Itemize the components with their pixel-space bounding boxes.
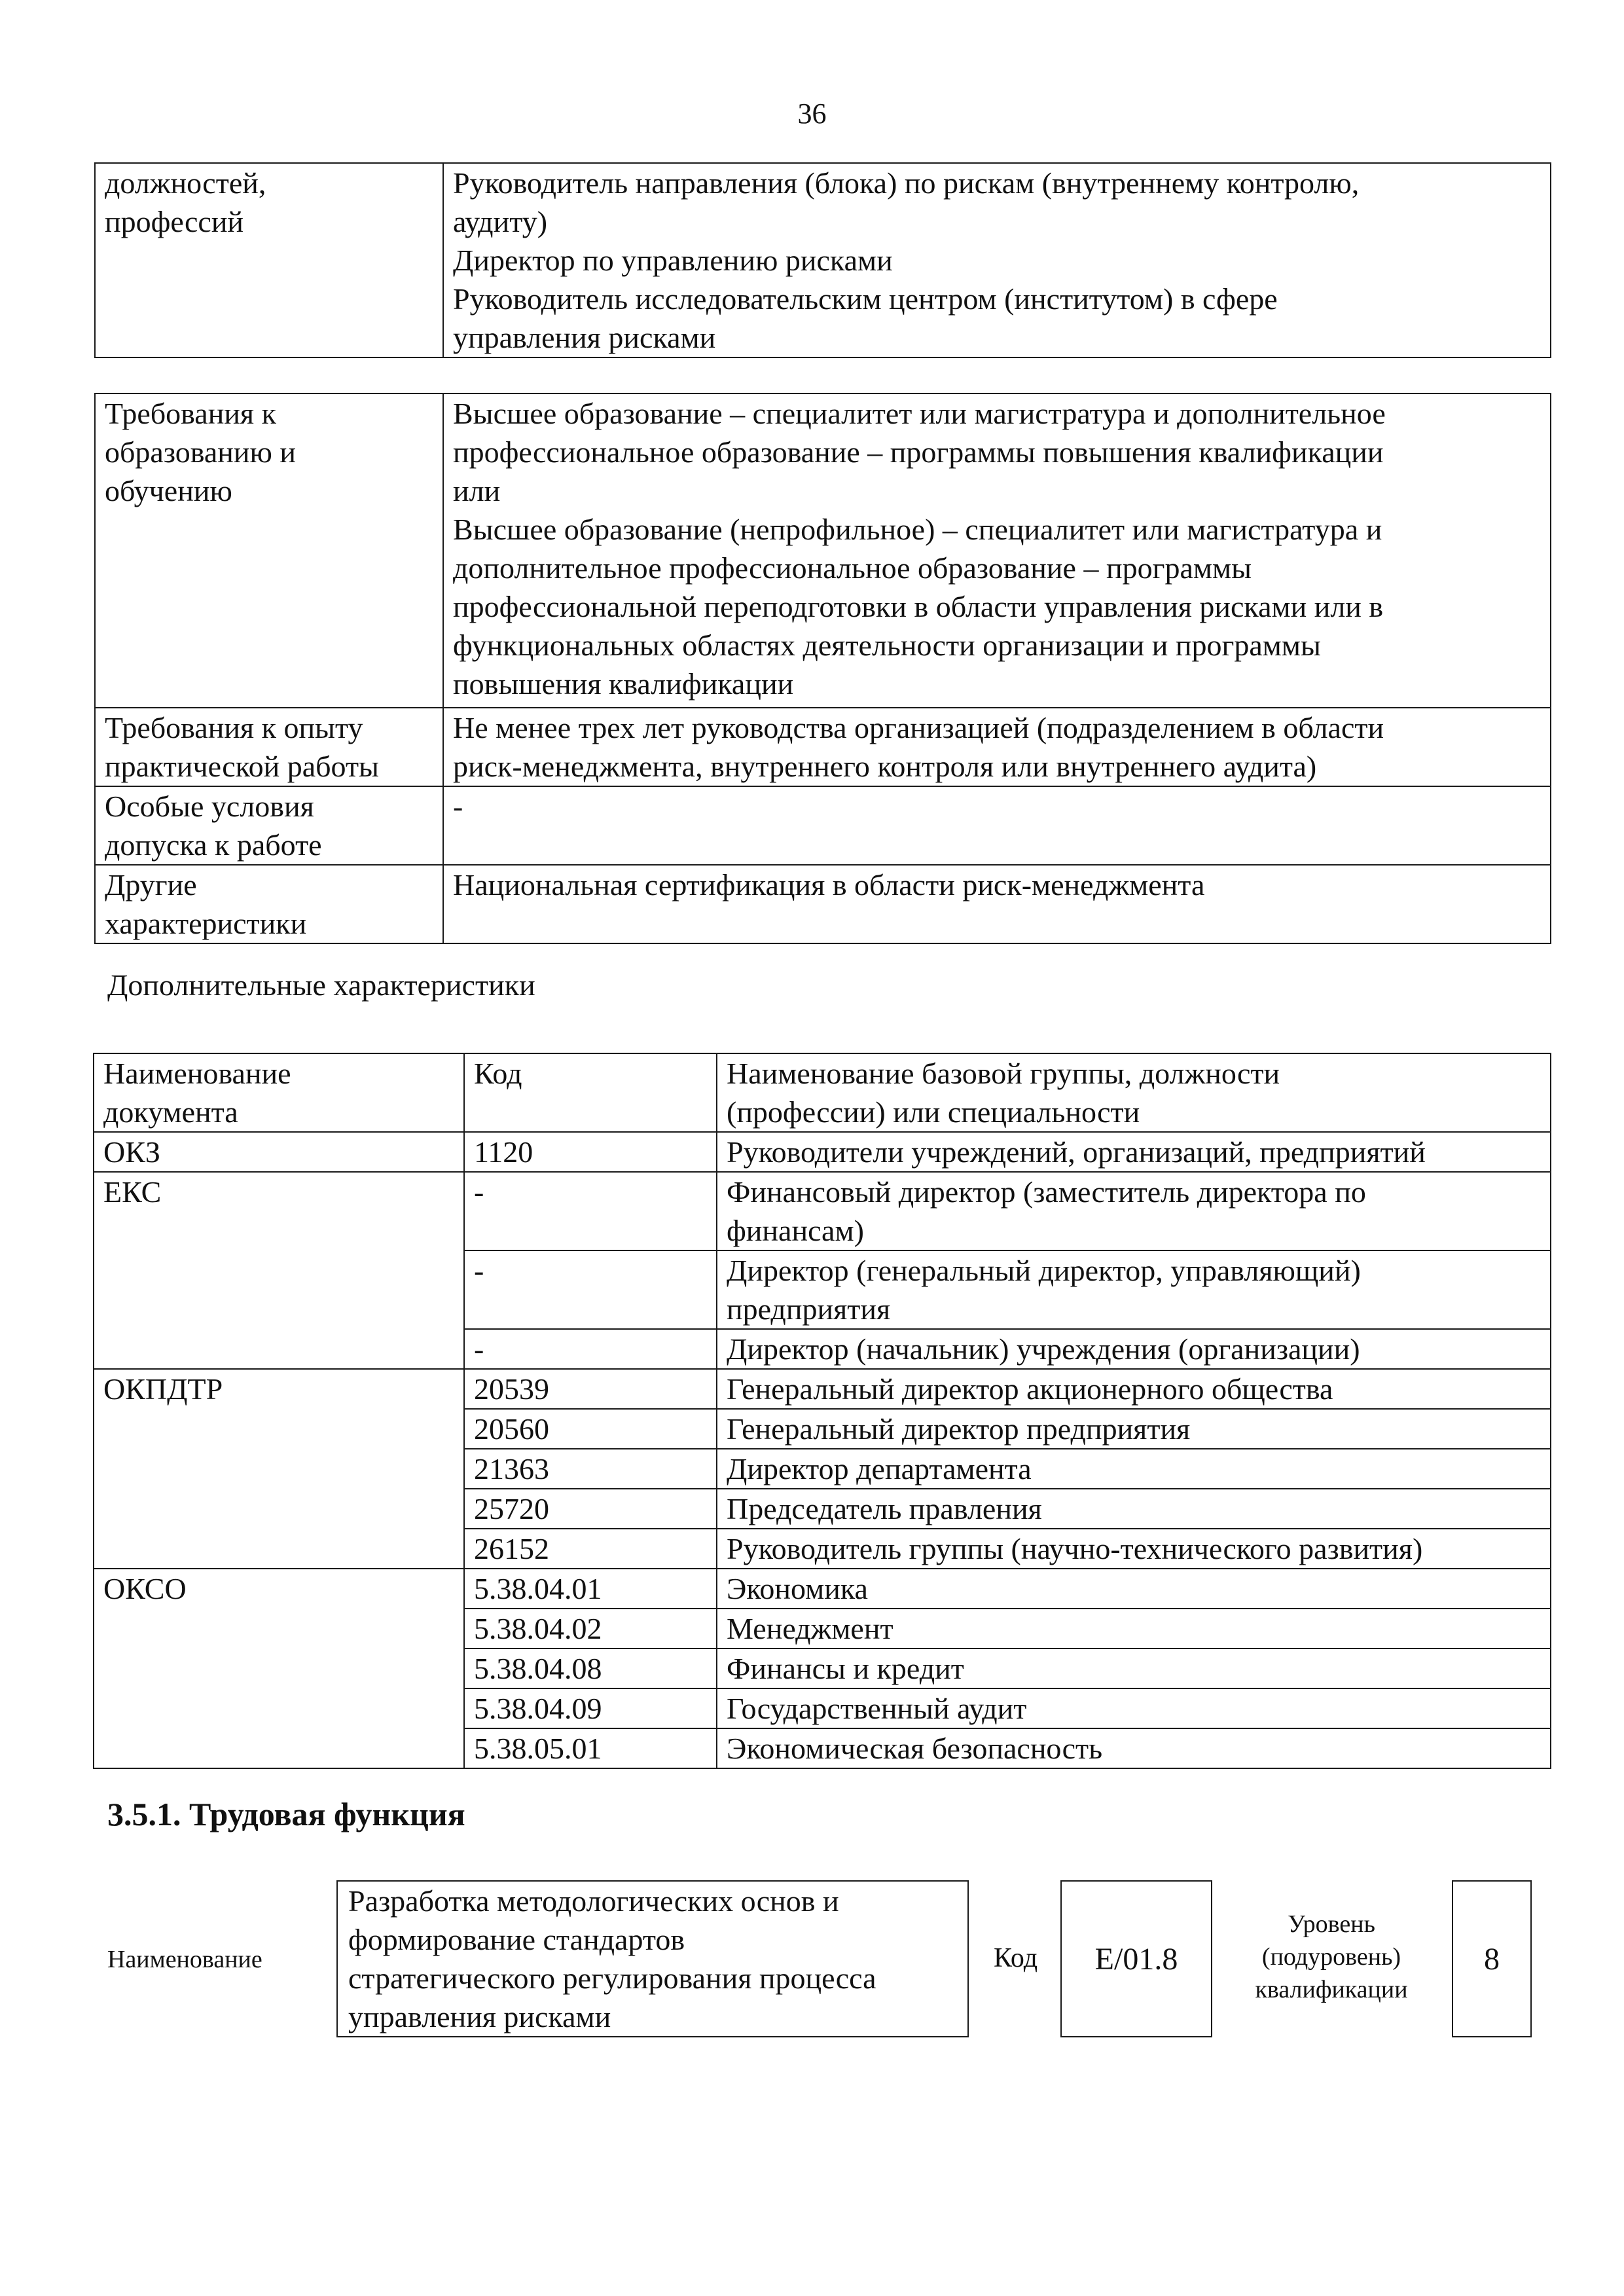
name-value bbox=[727, 1529, 1541, 1568]
requirement-value-experience bbox=[453, 708, 1541, 786]
text-line: функциональных областях деятельности организации и программы bbox=[453, 629, 1321, 662]
table-row bbox=[94, 1132, 1551, 1172]
extra-characteristics-caption: Дополнительные характеристики bbox=[107, 968, 535, 1002]
text-line: должностей, bbox=[105, 166, 266, 200]
text-line: (профессии) или специальности bbox=[727, 1095, 1140, 1129]
code-value: 21363 bbox=[474, 1452, 549, 1485]
code-cell bbox=[464, 1369, 717, 1409]
qualification-level-value: 8 bbox=[1484, 1941, 1500, 1977]
code-value: 20539 bbox=[474, 1372, 549, 1406]
name-cell bbox=[717, 1409, 1551, 1449]
doc-cell bbox=[94, 1132, 464, 1172]
text-line: профессиональное образование – программы повышения квалификации bbox=[453, 435, 1384, 469]
name-value bbox=[727, 1410, 1541, 1448]
name-cell bbox=[717, 1132, 1551, 1172]
text-line: Наименование базовой группы, должности bbox=[727, 1057, 1280, 1090]
text-line: Генеральный директор акционерного общества bbox=[727, 1372, 1333, 1406]
requirement-label-cell bbox=[95, 786, 443, 865]
code-value: 5.38.04.01 bbox=[474, 1572, 602, 1605]
code-cell bbox=[464, 1609, 717, 1649]
doc-name: ОКСО bbox=[103, 1572, 187, 1605]
requirement-label-cell bbox=[95, 865, 443, 943]
table-row bbox=[94, 1369, 1551, 1409]
text-line: Требования к bbox=[105, 397, 276, 430]
text-line: Уровень bbox=[1288, 1910, 1375, 1938]
code-cell bbox=[464, 1688, 717, 1728]
text-line: квалификации bbox=[1255, 1976, 1408, 2003]
name-value bbox=[727, 1330, 1541, 1368]
name-cell bbox=[717, 1250, 1551, 1329]
positions-row bbox=[95, 163, 1551, 357]
text-line: профессиональной переподготовки в области управления рисками или в bbox=[453, 590, 1384, 623]
doc-name: ОКПДТР bbox=[103, 1372, 223, 1406]
positions-table bbox=[94, 162, 1551, 358]
labor-function-code-value: E/01.8 bbox=[1094, 1941, 1178, 1977]
text-line: Руководитель исследовательским центром (институтом) в сфере bbox=[453, 282, 1278, 316]
text-line: Другие bbox=[105, 868, 197, 902]
text-line: Руководители учреждений, организаций, предприятий bbox=[727, 1135, 1426, 1169]
text-line: (подуровень) bbox=[1261, 1943, 1401, 1971]
text-line: аудиту) bbox=[453, 205, 548, 238]
requirement-label-cell bbox=[95, 393, 443, 708]
text-line: Наименование bbox=[103, 1057, 291, 1090]
name-value bbox=[727, 1689, 1541, 1728]
doc-cell bbox=[94, 1369, 464, 1569]
code-cell bbox=[464, 1409, 717, 1449]
requirement-value-cell bbox=[443, 393, 1551, 708]
name-cell bbox=[717, 1728, 1551, 1768]
code-value: - bbox=[474, 1254, 484, 1287]
name-cell bbox=[717, 1369, 1551, 1409]
requirement-value-education bbox=[453, 394, 1541, 703]
text-line: практической работы bbox=[105, 750, 379, 783]
name-value bbox=[727, 1251, 1541, 1328]
labor-function-code-label: Код bbox=[994, 1943, 1038, 1973]
doc-name: ОКЗ bbox=[103, 1135, 160, 1169]
code-value: - bbox=[474, 1332, 484, 1366]
text-line: управления рисками bbox=[348, 2000, 611, 2033]
code-cell bbox=[464, 1250, 717, 1329]
header-code-cell bbox=[464, 1053, 717, 1132]
code-cell bbox=[464, 1529, 717, 1569]
text-line: повышения квалификации bbox=[453, 667, 794, 701]
text-line: Директор по управлению рисками bbox=[453, 244, 893, 277]
text-line: Финансы и кредит bbox=[727, 1652, 964, 1685]
code-cell bbox=[464, 1132, 717, 1172]
text-line: Требования к опыту bbox=[105, 711, 363, 744]
text-line: Генеральный директор предприятия bbox=[727, 1412, 1191, 1446]
header-name-cell bbox=[717, 1053, 1551, 1132]
name-cell bbox=[717, 1688, 1551, 1728]
name-cell bbox=[717, 1569, 1551, 1609]
text-line: Экономика bbox=[727, 1572, 868, 1605]
text-line: Финансовый директор (заместитель директора по bbox=[727, 1175, 1366, 1209]
name-cell bbox=[717, 1329, 1551, 1369]
labor-function-name-value bbox=[348, 1882, 957, 2036]
requirements-table bbox=[94, 393, 1551, 944]
requirement-label-cell bbox=[95, 708, 443, 786]
code-cell bbox=[464, 1172, 717, 1250]
positions-label bbox=[105, 164, 433, 241]
code-value: 1120 bbox=[474, 1135, 533, 1169]
labor-function-title: 3.5.1. Трудовая функция bbox=[107, 1796, 465, 1832]
header-name bbox=[727, 1054, 1541, 1131]
name-value bbox=[727, 1173, 1541, 1250]
doc-cell bbox=[94, 1172, 464, 1369]
requirement-label-experience bbox=[105, 708, 433, 786]
requirement-row-other bbox=[95, 865, 1551, 943]
requirement-value-cell bbox=[443, 865, 1551, 943]
requirement-label-admission bbox=[105, 787, 433, 864]
text-line: Государственный аудит bbox=[727, 1692, 1027, 1725]
text-line: или bbox=[453, 474, 501, 507]
text-line: Менеджмент bbox=[727, 1612, 893, 1645]
requirement-row-education bbox=[95, 393, 1551, 708]
name-cell bbox=[717, 1529, 1551, 1569]
text-line: стратегического регулирования процесса bbox=[348, 1961, 876, 1995]
doc-name: ЕКС bbox=[103, 1175, 162, 1209]
labor-function-name-box bbox=[336, 1880, 969, 2037]
code-value: 5.38.05.01 bbox=[474, 1732, 602, 1765]
extra-characteristics-table bbox=[93, 1053, 1551, 1769]
name-value bbox=[727, 1569, 1541, 1608]
text-line: обучению bbox=[105, 474, 232, 507]
name-cell bbox=[717, 1449, 1551, 1489]
text-line: Разработка методологических основ и bbox=[348, 1884, 839, 1918]
extra-table-header-row bbox=[94, 1053, 1551, 1132]
code-value: 26152 bbox=[474, 1532, 549, 1565]
code-value: 5.38.04.08 bbox=[474, 1652, 602, 1685]
text-line: допуска к работе bbox=[105, 828, 322, 862]
text-line: Руководитель группы (научно-технического развития) bbox=[727, 1532, 1423, 1565]
text-line: Руководитель направления (блока) по рискам (внутреннему контролю, bbox=[453, 166, 1360, 200]
text-line: Высшее образование – специалитет или магистратура и дополнительное bbox=[453, 397, 1386, 430]
name-value bbox=[727, 1449, 1541, 1488]
text-line: профессий bbox=[105, 205, 244, 238]
requirement-label-other bbox=[105, 866, 433, 943]
positions-value-cell bbox=[443, 163, 1551, 357]
text-line: документа bbox=[103, 1095, 238, 1129]
text-line: управления рисками bbox=[453, 321, 716, 354]
text-line: - bbox=[453, 790, 463, 823]
text-line: Директор (генеральный директор, управляющий) bbox=[727, 1254, 1361, 1287]
table-row bbox=[94, 1569, 1551, 1609]
name-value bbox=[727, 1729, 1541, 1768]
code-value: 20560 bbox=[474, 1412, 549, 1446]
requirement-label-education bbox=[105, 394, 433, 510]
labor-function-name-label: Наименование bbox=[107, 1946, 262, 1973]
name-value bbox=[727, 1649, 1541, 1688]
positions-label-cell bbox=[95, 163, 443, 357]
code-value: 25720 bbox=[474, 1492, 549, 1525]
text-line: формирование стандартов bbox=[348, 1923, 685, 1956]
labor-function-code-box bbox=[1060, 1880, 1212, 2037]
text-line: Директор (начальник) учреждения (организации) bbox=[727, 1332, 1360, 1366]
name-value bbox=[727, 1489, 1541, 1528]
name-cell bbox=[717, 1172, 1551, 1250]
header-doc bbox=[103, 1054, 454, 1131]
code-value: - bbox=[474, 1175, 484, 1209]
qualification-level-label bbox=[1233, 1908, 1430, 2006]
text-line: риск-менеджмента, внутреннего контроля или внутреннего аудита) bbox=[453, 750, 1317, 783]
requirement-value-cell bbox=[443, 708, 1551, 786]
code-cell bbox=[464, 1329, 717, 1369]
header-doc-cell bbox=[94, 1053, 464, 1132]
requirement-row-admission bbox=[95, 786, 1551, 865]
code-cell bbox=[464, 1649, 717, 1688]
header-code bbox=[474, 1054, 707, 1093]
code-value: 5.38.04.02 bbox=[474, 1612, 602, 1645]
code-cell bbox=[464, 1728, 717, 1768]
text-line: дополнительное профессиональное образование – программы bbox=[453, 551, 1252, 585]
text-line: финансам) bbox=[727, 1214, 864, 1247]
page-number: 36 bbox=[797, 98, 827, 130]
requirement-row-experience bbox=[95, 708, 1551, 786]
name-value bbox=[727, 1370, 1541, 1408]
text-line: Особые условия bbox=[105, 790, 314, 823]
requirement-value-other bbox=[453, 866, 1541, 904]
table-row bbox=[94, 1172, 1551, 1250]
name-value bbox=[727, 1609, 1541, 1648]
name-value bbox=[727, 1133, 1541, 1171]
extra-table-body bbox=[94, 1132, 1551, 1768]
text-line: Экономическая безопасность bbox=[727, 1732, 1103, 1765]
text-line: Высшее образование (непрофильное) – специалитет или магистратура и bbox=[453, 513, 1382, 546]
code-cell bbox=[464, 1489, 717, 1529]
positions-value bbox=[453, 164, 1541, 357]
code-value: 5.38.04.09 bbox=[474, 1692, 602, 1725]
text-line: Директор департамента bbox=[727, 1452, 1032, 1485]
code-cell bbox=[464, 1569, 717, 1609]
doc-cell bbox=[94, 1569, 464, 1768]
text-line: предприятия bbox=[727, 1292, 891, 1326]
qualification-level-box bbox=[1452, 1880, 1532, 2037]
name-cell bbox=[717, 1609, 1551, 1649]
text-line: образованию и bbox=[105, 435, 296, 469]
name-cell bbox=[717, 1649, 1551, 1688]
text-line: Национальная сертификация в области риск-менеджмента bbox=[453, 868, 1205, 902]
code-cell bbox=[464, 1449, 717, 1489]
text-line: Код bbox=[474, 1057, 522, 1090]
text-line: Председатель правления bbox=[727, 1492, 1042, 1525]
name-cell bbox=[717, 1489, 1551, 1529]
requirement-value-admission bbox=[453, 787, 1541, 826]
requirement-value-cell bbox=[443, 786, 1551, 865]
text-line: характеристики bbox=[105, 907, 307, 940]
text-line: Не менее трех лет руководства организацией (подразделением в области bbox=[453, 711, 1384, 744]
